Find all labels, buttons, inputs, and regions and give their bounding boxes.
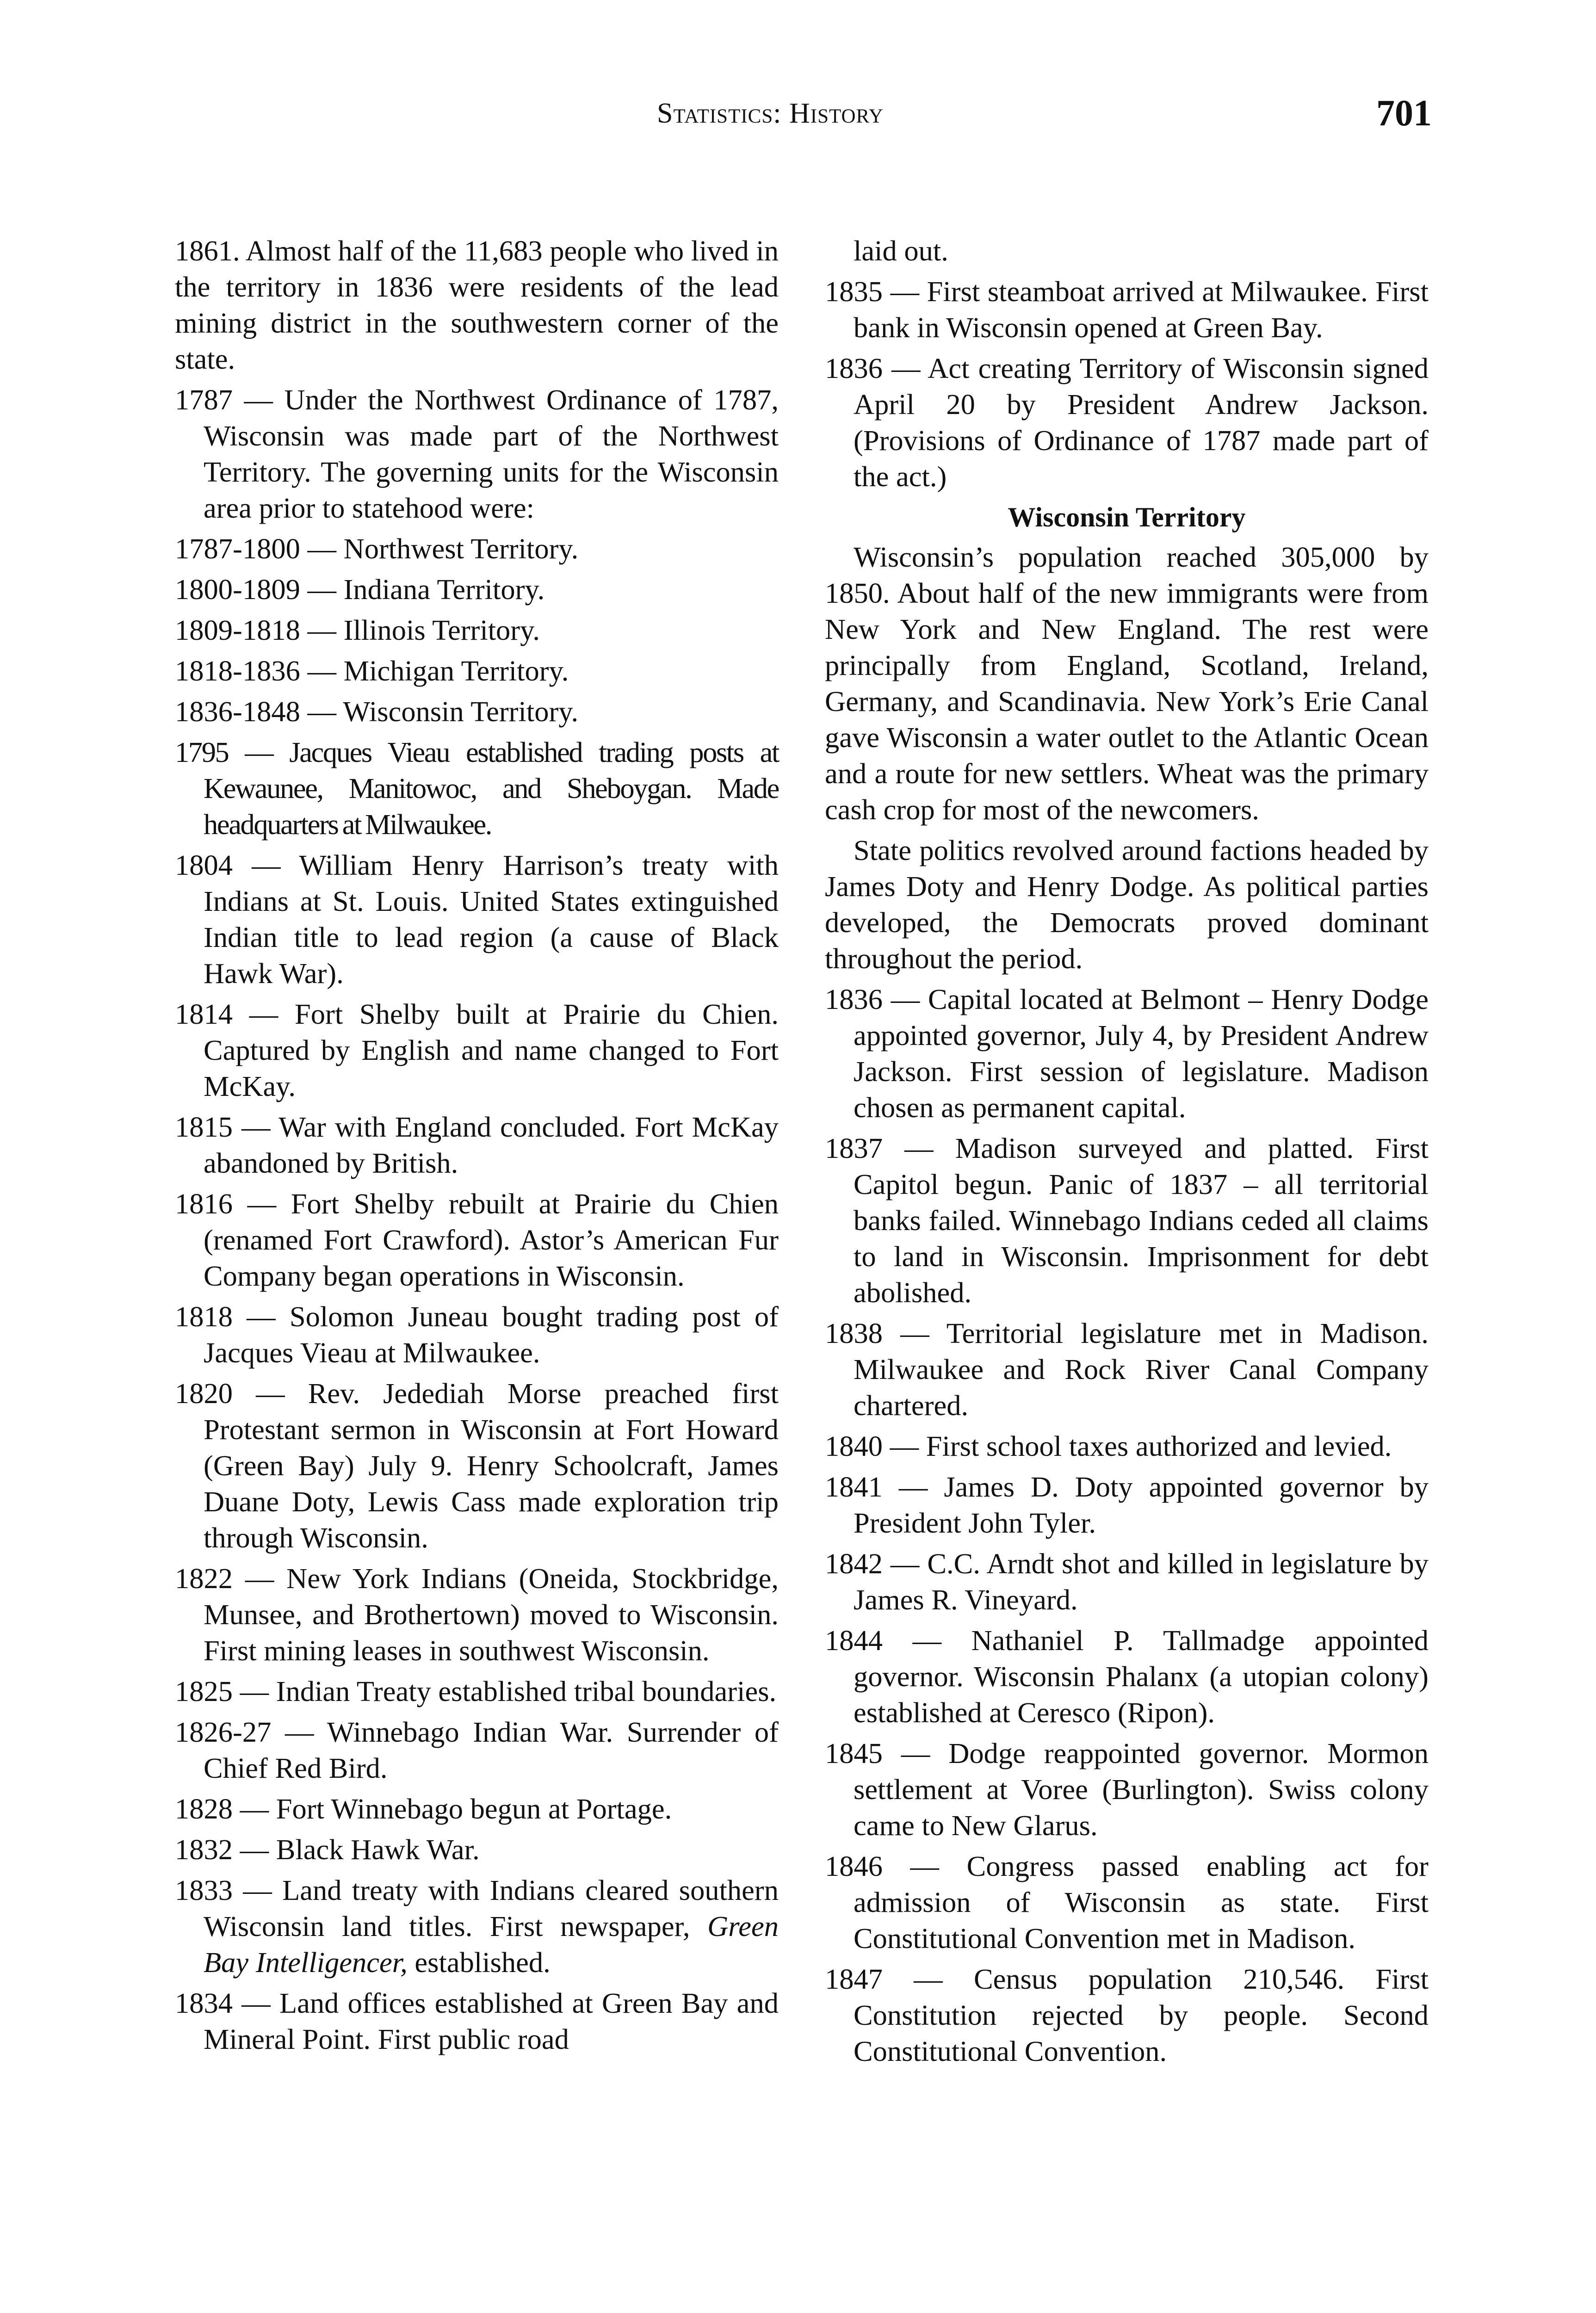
entry-1804: 1804 — William Henry Harrison’s treaty with Indians at St. Louis. United States extinguished Indian title to lead region (a cause of Black Hawk War).	[175, 849, 779, 990]
left-continuation-paragraph: 1861. Almost half of the 11,683 people who lived in the territory in 1836 were residents of the lead mining district in the southwestern corner of the state.	[175, 235, 779, 375]
entry-1828: 1828 — Fort Winnebago begun at Portage.	[175, 1793, 672, 1825]
entry-1846: 1846 — Congress passed enabling act for admission of Wisconsin as state. First Constitutional Convention met in Madison.	[825, 1850, 1429, 1954]
entry-1814: 1814 — Fort Shelby built at Prairie du Chien. Captured by English and name changed to Fort McKay.	[175, 998, 779, 1102]
entry-1834: 1834 — Land offices established at Green Bay and Mineral Point. First public road	[175, 1987, 779, 2055]
entry-1837: 1837 — Madison surveyed and platted. First Capitol begun. Panic of 1837 – all territorial banks failed. Winnebago Indians ceded all claims to land in Wisconsin. Imprisonment for debt abolished.	[825, 1132, 1429, 1309]
entry-1816: 1816 — Fort Shelby rebuilt at Prairie du Chien (renamed Fort Crawford). Astor’s American Fur Company began operations in Wisconsin.	[175, 1187, 779, 1292]
entry-1847: 1847 — Census population 210,546. First Constitution rejected by people. Second Constitutional Convention.	[825, 1963, 1429, 2067]
page-number: 701	[1376, 93, 1432, 134]
entry-1836-capital: 1836 — Capital located at Belmont – Henry Dodge appointed governor, July 4, by President Andrew Jackson. First session of legislature. Madison chosen as permanent capital.	[825, 983, 1429, 1124]
entry-1826-27: 1826-27 — Winnebago Indian War. Surrender of Chief Red Bird.	[175, 1716, 779, 1784]
entry-1809-1818: 1809-1818 — Illinois Territory.	[175, 614, 540, 646]
entry-1835: 1835 — First steamboat arrived at Milwaukee. First bank in Wisconsin opened at Green Bay.	[825, 275, 1429, 344]
entry-1840: 1840 — First school taxes authorized and levied.	[825, 1430, 1392, 1462]
entry-1818-1836: 1818-1836 — Michigan Territory.	[175, 655, 569, 687]
entry-1818: 1818 — Solomon Juneau bought trading post of Jacques Vieau at Milwaukee.	[175, 1300, 779, 1369]
entry-1845: 1845 — Dodge reappointed governor. Mormon settlement at Voree (Burlington). Swiss colony came to New Glarus.	[825, 1737, 1429, 1842]
entry-1844: 1844 — Nathaniel P. Tallmadge appointed governor. Wisconsin Phalanx (a utopian colony) established at Ceresco (Ripon).	[825, 1624, 1429, 1729]
newspaper-title: Green Bay Intelligencer,	[204, 1910, 779, 1979]
entry-1787: 1787 — Under the Northwest Ordinance of 1787, Wisconsin was made part of the Northwest Territory. The governing units for the Wisconsin area prior to statehood were:	[175, 383, 779, 524]
running-head: Statistics: History	[657, 98, 884, 129]
entry-1842: 1842 — C.C. Arndt shot and killed in legislature by James R. Vineyard.	[825, 1547, 1429, 1616]
entry-1833	[175, 1872, 779, 1980]
entry-1815: 1815 — War with England concluded. Fort McKay abandoned by British.	[175, 1111, 779, 1179]
right-continuation-text: laid out.	[854, 235, 948, 267]
entry-1838: 1838 — Territorial legislature met in Madison. Milwaukee and Rock River Canal Company chartered.	[825, 1317, 1429, 1422]
entry-1836-1848: 1836-1848 — Wisconsin Territory.	[175, 695, 579, 728]
politics-paragraph: State politics revolved around factions headed by James Doty and Henry Dodge. As political parties developed, the Democrats proved dominant throughout the period.	[825, 834, 1429, 975]
entry-1833-tail: established.	[407, 1946, 551, 1979]
entry-1832: 1832 — Black Hawk War.	[175, 1833, 480, 1866]
entry-1836-act: 1836 — Act creating Territory of Wisconsin signed April 20 by President Andrew Jackson. (Provisions of Ordinance of 1787 made part of the act.)	[825, 352, 1429, 493]
section-heading-wisconsin-territory: Wisconsin Territory	[1008, 502, 1246, 532]
right-column	[825, 233, 1429, 2074]
entry-1800-1809: 1800-1809 — Indiana Territory.	[175, 573, 545, 606]
left-column	[175, 233, 779, 2062]
entry-1825: 1825 — Indian Treaty established tribal boundaries.	[175, 1675, 777, 1707]
entry-1787-1800: 1787-1800 — Northwest Territory.	[175, 532, 579, 565]
entry-1822: 1822 — New York Indians (Oneida, Stockbridge, Munsee, and Brothertown) moved to Wisconsin. First mining leases in southwest Wisconsin.	[175, 1562, 779, 1667]
entry-1795: 1795 — Jacques Vieau established trading posts at Kewaunee, Manitowoc, and Sheboygan. Made headquarters at Milwaukee.	[175, 736, 779, 841]
population-paragraph: Wisconsin’s population reached 305,000 by 1850. About half of the new immigrants were from New York and New England. The rest were principally from England, Scotland, Ireland, Germany, and Scandinavia. New York’s Erie Canal gave Wisconsin a water outlet to the Atlantic Ocean and a route for new settlers. Wheat was the primary cash crop for most of the newcomers.	[825, 541, 1429, 826]
entry-1820: 1820 — Rev. Jedediah Morse preached first Protestant sermon in Wisconsin at Fort Howard (Green Bay) July 9. Henry Schoolcraft, James Duane Doty, Lewis Cass made exploration trip through Wisconsin.	[175, 1377, 779, 1554]
entry-1841: 1841 — James D. Doty appointed governor by President John Tyler.	[825, 1471, 1429, 1539]
entry-1833-text: 1833 — Land treaty with Indians cleared southern Wisconsin land titles. First newspaper,	[175, 1874, 779, 1942]
